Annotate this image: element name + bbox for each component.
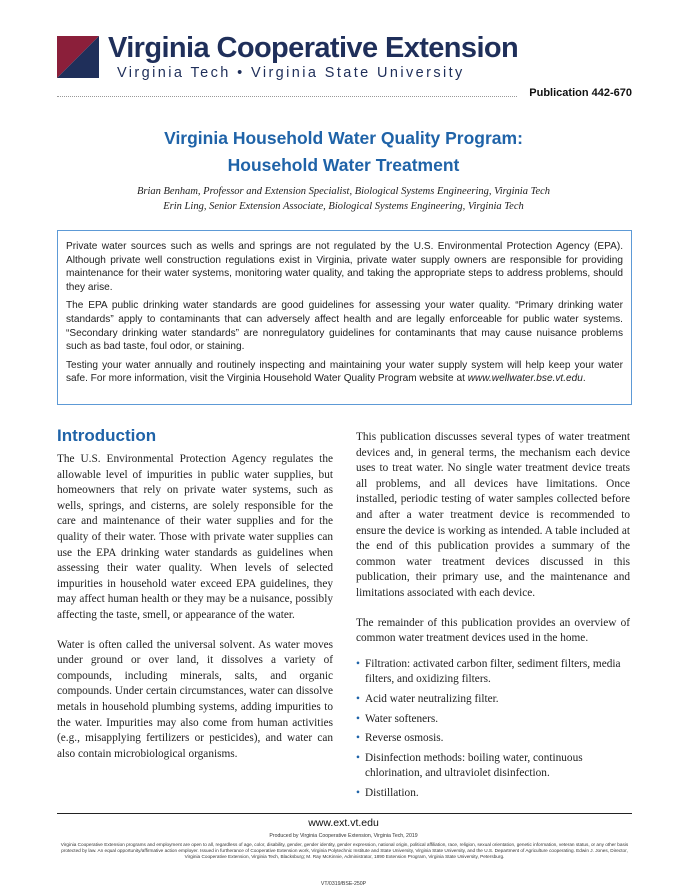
list-item-text: Reverse osmosis. xyxy=(365,732,444,745)
header-divider xyxy=(57,96,517,97)
left-column xyxy=(57,426,333,762)
bullet-icon: • xyxy=(356,732,360,745)
org-subtitle: Virginia Tech • Virginia State University xyxy=(117,65,465,81)
list-item-text: Disinfection methods: boiling water, continuous chlorination, and ultraviolet disinfection. xyxy=(365,751,583,780)
footer-produced-by: Produced by Virginia Cooperative Extension, Virginia Tech, 2019 xyxy=(269,833,418,839)
intro-paragraph-3: This publication discusses several types of water treatment devices and, in general terms, the mechanism each device uses to treat water. No single water treatment device treats all problems, and all devices have limitations. Once installed, periodic testing of water samples collected before and after a water treatment device is recommended to ensure the device is working as intended. A table included at the end of this publication provides a summary of the common water treatment devices discussed in this publication, their primary use, and the maintenance and limitations associated with each device. xyxy=(356,431,630,599)
list-item xyxy=(356,692,630,708)
introduction-heading: Introduction xyxy=(57,426,157,445)
bullet-icon: • xyxy=(356,786,360,799)
intro-paragraph-4: The remainder of this publication provides an overview of common water treatment devices used in the home. xyxy=(356,616,630,645)
publication-number: Publication 442-670 xyxy=(529,87,632,99)
list-item-text: Acid water neutralizing filter. xyxy=(365,692,499,705)
list-item xyxy=(356,712,630,728)
bullet-icon: • xyxy=(356,692,360,705)
vce-logo-icon xyxy=(57,36,99,78)
list-item-text: Distillation. xyxy=(365,786,419,799)
list-item xyxy=(356,731,630,747)
list-item-text: Filtration: activated carbon filter, sediment filters, media filters, and oxidizing filters. xyxy=(365,657,621,686)
bullet-icon: • xyxy=(356,751,360,764)
list-item-text: Water softeners. xyxy=(365,712,439,725)
summary-paragraph-1: Private water sources such as wells and springs are not regulated by the U.S. Environmental Protection Agency (EPA). Although private well construction regulations exist in Virginia, private water supply owners are responsible for providing maintenance for their water systems, monitoring water quality, and taking the appropriate steps to address problems, should they arise. xyxy=(66,241,623,293)
footer-publication-code: VT/0319/BSE-250P xyxy=(320,881,367,887)
intro-paragraph-1: The U.S. Environmental Protection Agency regulates the allowable level of impurities in public water supplies, but homeowners that rely on private water systems, such as wells, springs, and cisterns, are solely responsible for the care and maintenance of their water supplies and for the quality of their water. Those with private water supplies can use the EPA drinking water standards as guidelines when assessing their water quality. When levels of selected impurities in household water exceed EPA guidelines, they may affect human health or they may be a nuisance, possibly affecting the taste, smell, or appearance of the water. xyxy=(57,453,333,621)
author-1: Brian Benham, Professor and Extension Specialist, Biological Systems Engineering, Virginia Tech xyxy=(136,186,551,197)
org-name: Virginia Cooperative Extension xyxy=(108,32,519,64)
right-column xyxy=(356,430,630,805)
page-title-line1: Virginia Household Water Quality Program: xyxy=(164,128,523,148)
summary-paragraph-3 xyxy=(66,359,623,386)
list-item xyxy=(356,786,630,802)
summary-paragraph-3-end: . xyxy=(582,373,586,385)
website-link[interactable]: www.wellwater.bse.vt.edu xyxy=(467,373,583,385)
list-item xyxy=(356,657,630,688)
footer-url-link[interactable]: www.ext.vt.edu xyxy=(308,817,379,829)
author-2: Erin Ling, Senior Extension Associate, Biological Systems Engineering, Virginia Tech xyxy=(163,201,524,212)
bullet-icon: • xyxy=(356,712,360,725)
summary-paragraph-3-text: Testing your water annually and routinely inspecting and maintaining your water supply system will help keep your water safe. For more information, visit the Virginia Household Water Quality Program website at xyxy=(66,359,623,385)
footer-eeo-statement: Virginia Cooperative Extension programs and employment are open to all, regardless of age, color, disability, gender, gender identity, gender expression, national origin, political affiliation, race, religion, sexual orientation, genetic information, veteran status, or any other basis protected by law. An equal opportunity/affirmative action employer. Issued in furtherance of Cooperative Extension work, Virginia Polytechnic Institute and State University, Virginia State University, and the U.S. Department of Agriculture cooperating. Edwin J. Jones, Director, Virginia Cooperative Extension, Virginia Tech, Blacksburg; M. Ray McKinnie, Administrator, 1890 Extension Program, Virginia State University, Petersburg. xyxy=(60,842,629,859)
summary-box xyxy=(57,230,632,405)
intro-paragraph-2: Water is often called the universal solvent. As water moves under ground or over land, it dissolves a variety of compounds, including minerals, salts, and organic compounds. Under certain circumstances, water can dissolve metals in household plumbing systems, adding impurities to the water. Impurities may also come from human activities (e.g., misapplying fertilizers or pesticides), and water can also contain microbiological organisms. xyxy=(57,638,333,760)
summary-paragraph-2: The EPA public drinking water standards are good guidelines for assessing your water quality. “Primary drinking water standards” apply to contaminants that can adversely affect health and are legally enforceable for public water systems. “Secondary drinking water standards” are nonregulatory guidelines for contaminants that may cause nuisance problems such as bad taste, foul odor, or staining. xyxy=(66,300,623,353)
page-title-line2: Household Water Treatment xyxy=(227,155,460,175)
bullet-icon: • xyxy=(356,657,360,670)
device-list xyxy=(356,657,630,802)
footer-divider xyxy=(57,813,632,814)
list-item xyxy=(356,751,630,782)
